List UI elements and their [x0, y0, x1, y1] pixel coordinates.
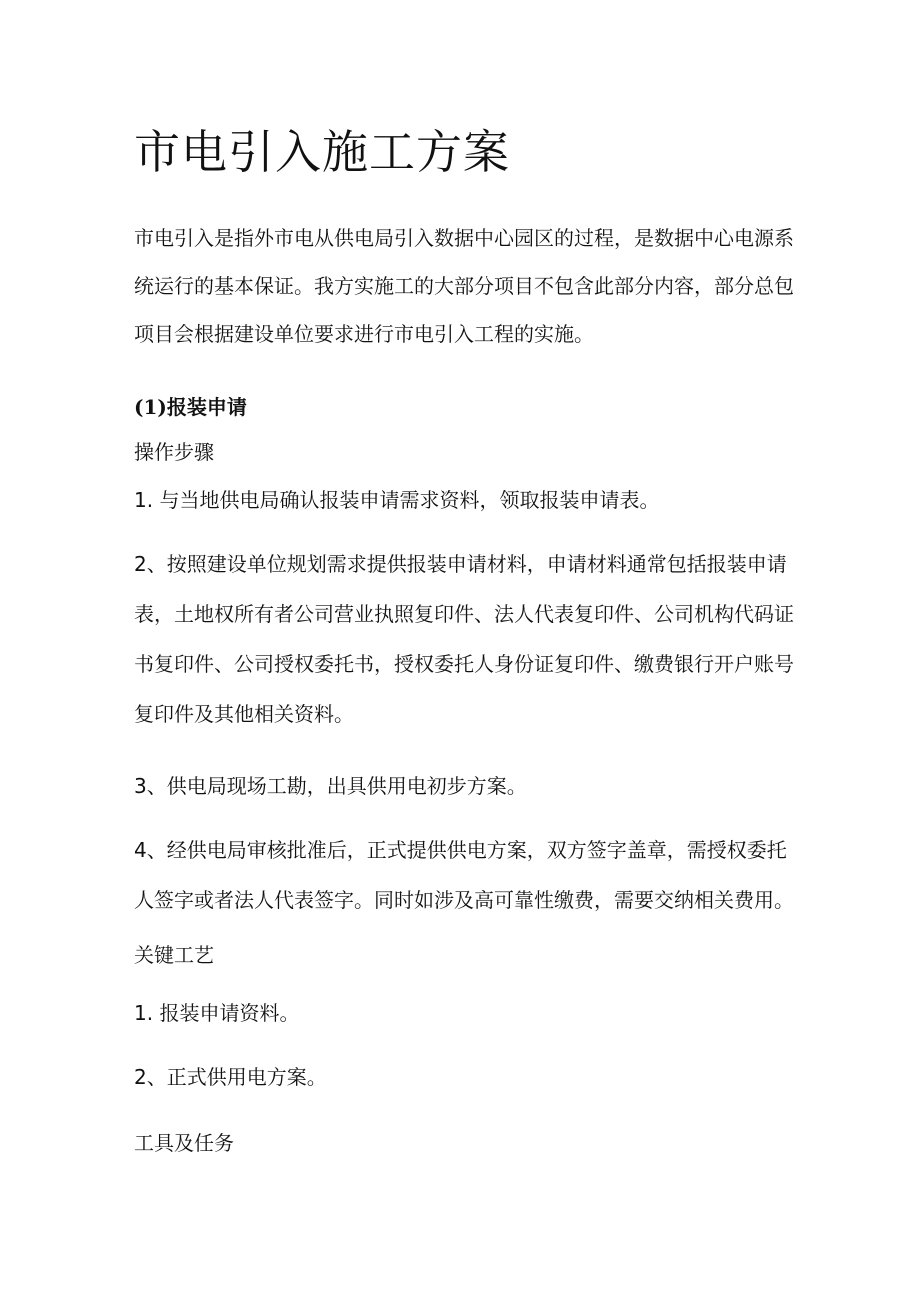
- key-process-label: 关键工艺: [134, 943, 214, 967]
- steps-label: 操作步骤: [134, 440, 214, 464]
- key-item-2: 2、正式供用电方案。: [134, 1065, 327, 1089]
- key-item-1: 1. 报装申请资料。: [134, 1001, 300, 1025]
- step-item-4: 4、经供电局审核批准后，正式提供供电方案，双方签字盖章，需授权委托人签字或者法人代表签字。同时如涉及高可靠性缴费，需要交纳相关费用。: [134, 838, 794, 912]
- section-heading: [134, 392, 247, 422]
- section-title: 报装申请: [166, 395, 247, 419]
- intro-paragraph: 市电引入是指外市电从供电局引入数据中心园区的过程，是数据中心电源系统运行的基本保证。我方实施工的大部分项目不包含此部分内容，部分总包项目会根据建设单位要求进行市电引入工程的实施。: [134, 226, 794, 346]
- step-item-1: 1. 与当地供电局确认报装申请需求资料，领取报装申请表。: [134, 488, 660, 512]
- section-number: (1): [134, 395, 167, 419]
- step-item-3: 3、供电局现场工勘，出具供用电初步方案。: [134, 774, 527, 798]
- step-item-2: 2、按照建设单位规划需求提供报装申请材料，申请材料通常包括报装申请表，土地权所有者公司营业执照复印件、法人代表复印件、公司机构代码证书复印件、公司授权委托书，授权委托人身份证复印件、缴费银行开户账号复印件及其他相关资料。: [134, 552, 794, 726]
- document-title: 市电引入施工方案: [134, 125, 510, 179]
- tools-label: 工具及任务: [134, 1131, 234, 1155]
